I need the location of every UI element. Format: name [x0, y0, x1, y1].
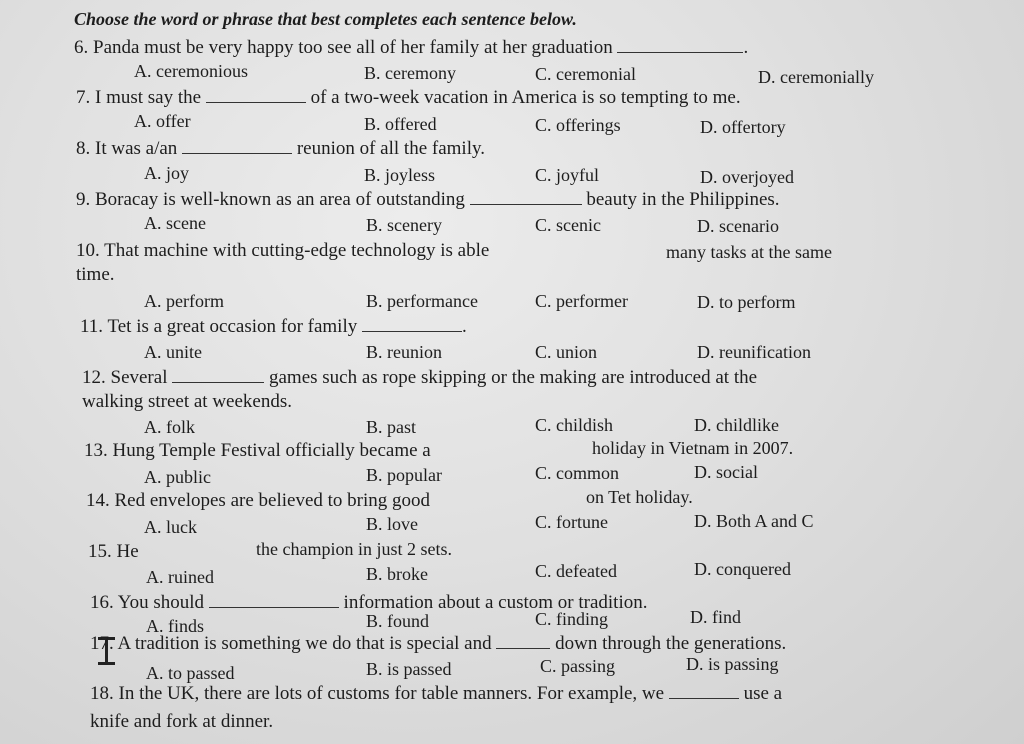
- q6-option-b: B. ceremony: [364, 63, 456, 83]
- question-12-text-line2: walking street at weekends.: [82, 391, 292, 412]
- q8-option-a: A. joy: [144, 163, 189, 183]
- instructions-title: Choose the word or phrase that best completes each sentence below.: [74, 9, 577, 29]
- q11-option-a: A. unite: [144, 342, 202, 362]
- q7-option-a: A. offer: [134, 111, 191, 131]
- q6-option-a: A. ceremonious: [134, 61, 248, 81]
- q15-option-a: A. ruined: [146, 567, 214, 587]
- q13-option-d: D. social: [694, 462, 758, 482]
- question-14-text: 14. Red envelopes are believed to bring good: [86, 490, 431, 511]
- q6-option-c: C. ceremonial: [535, 64, 636, 84]
- q16-option-a: A. finds: [146, 616, 204, 636]
- q15-option-c: C. defeated: [535, 561, 617, 581]
- q13-option-b: B. popular: [366, 465, 442, 485]
- q8-option-b: B. joyless: [364, 165, 436, 185]
- question-7-text: 7. I must say the of a two-week vacation in America is so tempting to me.: [76, 87, 741, 108]
- question-12-text: 12. Several games such as rope skipping or the making are introduced at the: [82, 367, 758, 388]
- question-15-text: 15. He: [88, 541, 139, 562]
- q10-option-c: C. performer: [535, 291, 628, 311]
- question-14-text-cont: on Tet holiday.: [586, 487, 693, 507]
- q9-option-c: C. scenic: [535, 215, 601, 235]
- question-11-text: 11. Tet is a great occasion for family .: [80, 316, 467, 337]
- q8-option-c: C. joyful: [535, 165, 600, 185]
- q11-option-b: B. reunion: [366, 342, 442, 362]
- q16-option-c: C. finding: [535, 609, 609, 629]
- q7-option-d: D. offertory: [700, 117, 786, 137]
- q12-option-c: C. childish: [535, 415, 614, 435]
- q9-option-a: A. scene: [144, 213, 206, 233]
- q10-option-a: A. perform: [144, 291, 224, 311]
- q11-option-d: D. reunification: [697, 342, 811, 362]
- q8-option-d: D. overjoyed: [700, 167, 794, 187]
- question-17-text: 17. A tradition is something we do that is special and down through the generations.: [90, 633, 787, 654]
- q9-option-b: B. scenery: [366, 215, 442, 235]
- question-18-text: 18. In the UK, there are lots of customs for table manners. For example, we use a: [90, 683, 783, 704]
- q15-option-d: D. conquered: [694, 559, 791, 579]
- question-6-text: 6. Panda must be very happy too see all of her family at her graduation .: [74, 37, 749, 58]
- question-13-text-cont: holiday in Vietnam in 2007.: [592, 438, 794, 458]
- q6-option-d: D. ceremonially: [758, 67, 874, 87]
- q13-option-a: A. public: [144, 467, 211, 487]
- question-18-text-line2: knife and fork at dinner.: [90, 711, 274, 732]
- q15-option-b: B. broke: [366, 564, 428, 584]
- question-10-text: 10. That machine with cutting-edge technology is able: [76, 240, 490, 261]
- q7-option-b: B. offered: [364, 114, 437, 134]
- q9-option-d: D. scenario: [697, 216, 779, 236]
- question-16-text: 16. You should information about a custom or tradition.: [90, 592, 648, 613]
- q12-option-a: A. folk: [144, 417, 195, 437]
- q16-option-d: D. find: [690, 607, 741, 627]
- q11-option-c: C. union: [535, 342, 598, 362]
- question-8-text: 8. It was a/an reunion of all the family.: [76, 138, 485, 159]
- q14-option-d: D. Both A and C: [694, 511, 814, 531]
- q10-option-d: D. to perform: [697, 292, 796, 312]
- q17-option-d: D. is passing: [686, 654, 779, 674]
- q17-option-a: A. to passed: [146, 663, 235, 683]
- q14-option-c: C. fortune: [535, 512, 608, 532]
- q14-option-b: B. love: [366, 514, 418, 534]
- question-10-text-cont: many tasks at the same: [666, 242, 832, 262]
- q17-option-c: C. passing: [540, 656, 616, 676]
- q16-option-b: B. found: [366, 611, 429, 631]
- question-15-text-cont: the champion in just 2 sets.: [256, 539, 452, 559]
- question-13-text: 13. Hung Temple Festival officially became a: [84, 440, 431, 461]
- q7-option-c: C. offerings: [535, 115, 621, 135]
- q13-option-c: C. common: [535, 463, 619, 483]
- q14-option-a: A. luck: [144, 517, 197, 537]
- q12-option-d: D. childlike: [694, 415, 779, 435]
- q17-option-b: B. is passed: [366, 659, 452, 679]
- question-10-text-line2: time.: [76, 264, 115, 285]
- q12-option-b: B. past: [366, 417, 417, 437]
- q10-option-b: B. performance: [366, 291, 478, 311]
- question-9-text: 9. Boracay is well-known as an area of outstanding beauty in the Philippines.: [76, 189, 780, 210]
